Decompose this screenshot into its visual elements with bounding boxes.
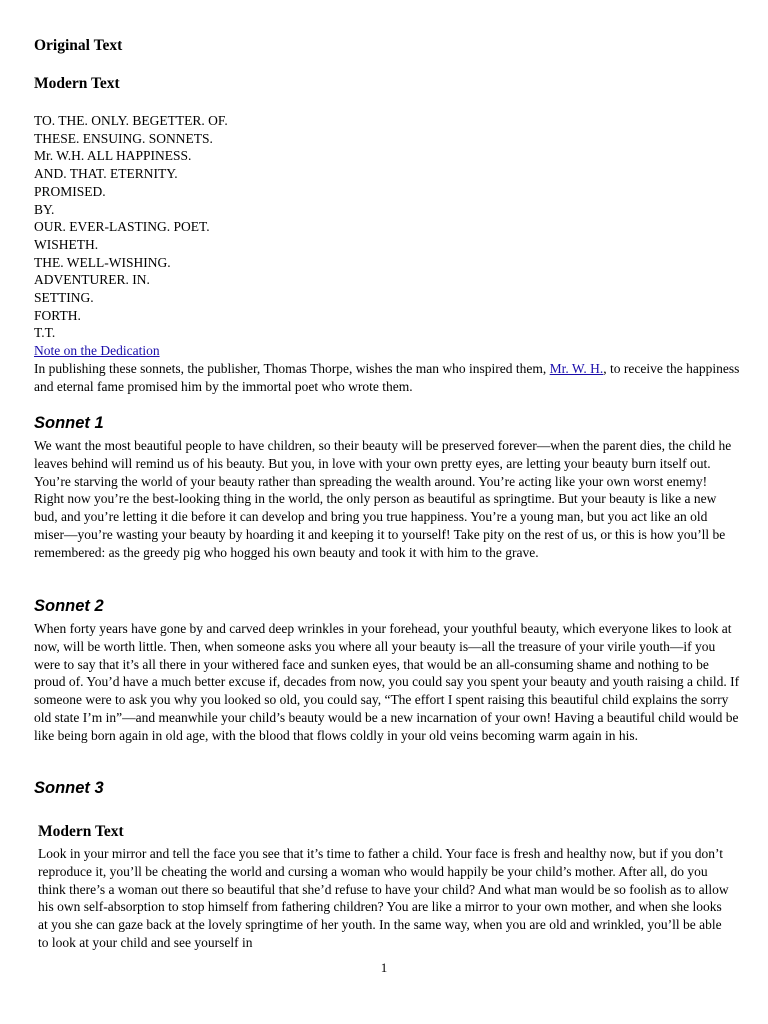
- note-on-dedication-link[interactable]: Note on the Dedication: [34, 343, 160, 359]
- dedication-line: T.T.: [34, 325, 56, 341]
- sonnet-3-modern-heading: Modern Text: [38, 823, 124, 840]
- dedication-line: SETTING.: [34, 290, 94, 306]
- sonnet-1-paragraph: [34, 437, 740, 562]
- sonnet-1-heading: Sonnet 1: [34, 414, 104, 432]
- dedication-line: WISHETH.: [34, 236, 99, 252]
- dedication-line: THESE. ENSUING. SONNETS.: [34, 130, 213, 146]
- dedication-block: [34, 112, 740, 395]
- sonnet-3-paragraph: [38, 845, 730, 952]
- dedication-line: PROMISED.: [34, 183, 106, 199]
- sonnet-2-paragraph: [34, 620, 740, 745]
- sonnet-2-text: When forty years have gone by and carved deep wrinkles in your forehead, your youthful beauty, which everyone likes to look at now, will be worth little. Then, when someone asks you where all your beauty is—all the treasure of your virile youth—if you were to say that it’s all there in your withered face and sunken eyes, that would be an all-consuming shame and nothing to be proud of. You’d have a much better excuse if, decades from now, you could say you spent your beauty and youth raising a child. If someone were to ask you why you looked so old, you could say, “The effort I spent raising this beautiful child explains the sorry old state I’m in”—and meanwhile your child’s beauty would be a new incarnation of your own! Having a beautiful child would be like being born again in old age, with the blood that flows coldly in your old veins becoming warm again in his.: [34, 621, 740, 743]
- dedication-line: BY.: [34, 201, 55, 217]
- sonnet-3-heading: Sonnet 3: [34, 779, 104, 797]
- page-number: 1: [380, 960, 388, 975]
- dedication-paraphrase: [34, 360, 740, 396]
- dedication-line: ADVENTURER. IN.: [34, 272, 150, 288]
- dedication-line: OUR. EVER-LASTING. POET.: [34, 219, 210, 235]
- mr-wh-link[interactable]: Mr. W. H.: [549, 360, 604, 376]
- dedication-line: Mr. W.H. ALL HAPPINESS.: [34, 148, 192, 164]
- dedication-line: THE. WELL-WISHING.: [34, 254, 171, 270]
- dedication-line: FORTH.: [34, 307, 81, 323]
- sonnet-1-text: We want the most beautiful people to have children, so their beauty will be preserved forever—when the parent dies, the child he leaves behind will remind us of his beauty. But you, in love with your own pretty eyes, are letting your beauty burn itself out. You’re starving the world of your beauty rather than spreading the wealth around. You’re acting like your own worst enemy! Right now you’re the best-looking thing in the world, the only person as beautiful as springtime. But your beauty is like a new bud, and you’re letting it die before it can develop and bring you true happiness. You’re a young man, but you act like an old miser—you’re wasting your beauty by hoarding it and keeping it to yourself! Take pity on the rest of us, or this is how you’ll be remembered: as the greedy pig who hogged his own beauty and took it with him to the grave.: [34, 438, 732, 560]
- sonnet-3-text: Look in your mirror and tell the face you see that it’s time to father a child. Your face is fresh and healthy now, but if you don’t reproduce it, you’ll be cheating the world and cursing a woman who would happily be your child’s mother. After all, do you think there’s a woman out there so beautiful that she’d refuse to have your child? And what man would be so foolish as to allow his own self-absorption to stop himself from fathering children? You are like a mirror to your own mother, and when she looks at you she can gaze back at the lovely springtime of her youth. In the same way, when you are old and wrinkled, you’ll be able to look at your child and see yourself in: [38, 846, 729, 950]
- paraphrase-text: , to receive the happiness and eternal fame promised him by the immortal poet who wrote them.: [34, 360, 740, 394]
- dedication-line: TO. THE. ONLY. BEGETTER. OF.: [34, 113, 228, 128]
- modern-text-heading: Modern Text: [34, 75, 120, 92]
- dedication-line: AND. THAT. ETERNITY.: [34, 166, 178, 182]
- paraphrase-text: In publishing these sonnets, the publisher, Thomas Thorpe, wishes the man who inspired them,: [34, 360, 550, 376]
- original-text-heading: Original Text: [34, 37, 123, 54]
- sonnet-2-heading: Sonnet 2: [34, 597, 104, 615]
